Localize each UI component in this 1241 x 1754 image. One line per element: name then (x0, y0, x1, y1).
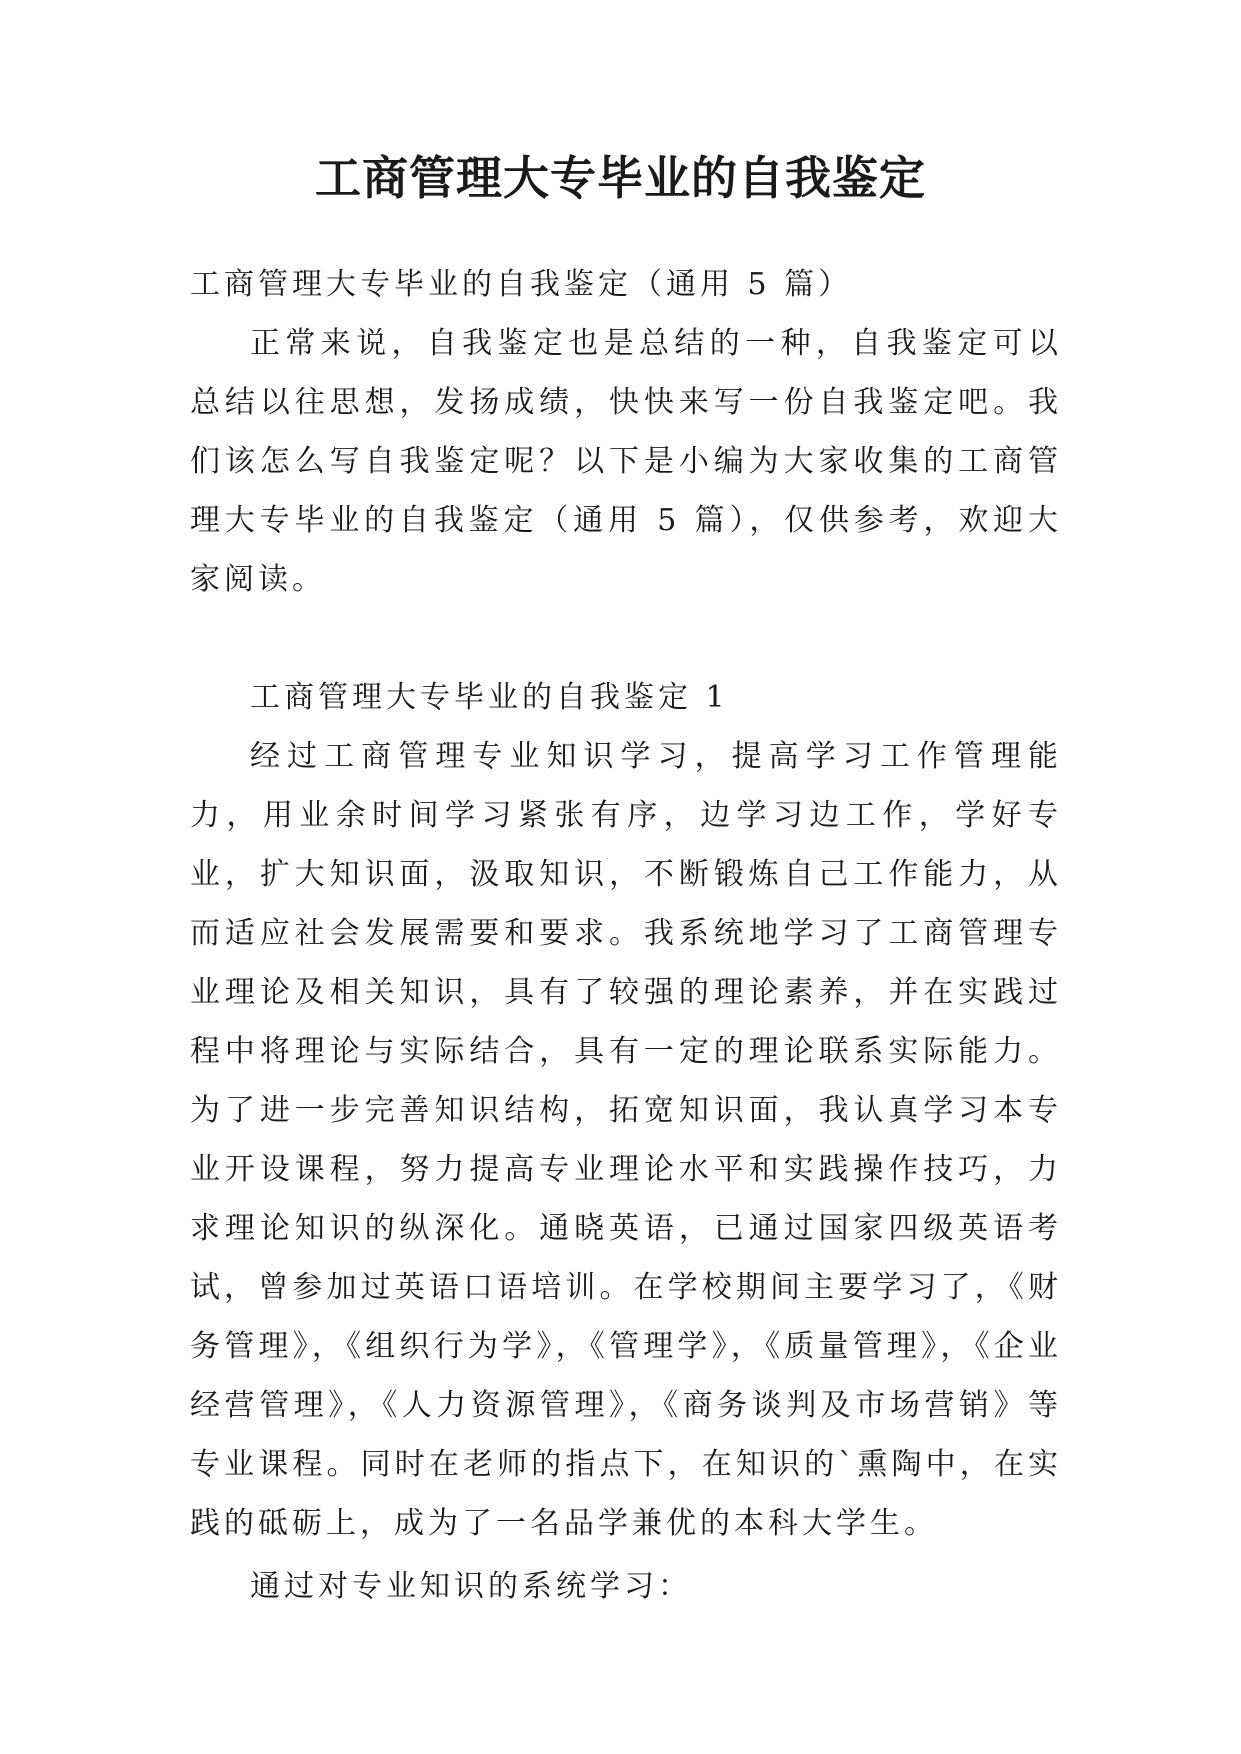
closing-line: 通过对专业知识的系统学习： (250, 1569, 692, 1604)
section-heading: 工商管理大专毕业的自我鉴定 1 (250, 680, 729, 715)
intro-paragraph: 正常来说，自我鉴定也是总结的一种，自我鉴定可以总结以往思想，发扬成绩，快快来写一份自我鉴定吧。我们该怎么写自我鉴定呢？以下是小编为大家收集的工商管理大专毕业的自我鉴定（通用 5 篇），仅供参考，欢迎大家阅读。 (190, 326, 1062, 597)
document-subtitle: 工商管理大专毕业的自我鉴定（通用 5 篇） (190, 267, 853, 302)
document-body (190, 255, 1062, 1616)
section-spacer (190, 609, 1062, 668)
document-title: 工商管理大专毕业的自我鉴定 (315, 151, 926, 205)
section-paragraph: 经过工商管理专业知识学习，提高学习工作管理能力，用业余时间学习紧张有序，边学习边工作，学好专业，扩大知识面，汲取知识，不断锻炼自己工作能力，从而适应社会发展需要和要求。我系统地学习了工商管理专业理论及相关知识，具有了较强的理论素养，并在实践过程中将理论与实际结合，具有一定的理论联系实际能力。为了进一步完善知识结构，拓宽知识面，我认真学习本专业开设课程，努力提高专业理论水平和实践操作技巧，力求理论知识的纵深化。通晓英语，已通过国家四级英语考试，曾参加过英语口语培训。在学校期间主要学习了，《财务管理》，《组织行为学》，《管理学》，《质量管理》，《企业经营管理》，《人力资源管理》，《商务谈判及市场营销》等专业课程。同时在老师的指点下，在知识的`熏陶中，在实践的砥砺上，成为了一名品学兼优的本科大学生。 (190, 739, 1062, 1541)
